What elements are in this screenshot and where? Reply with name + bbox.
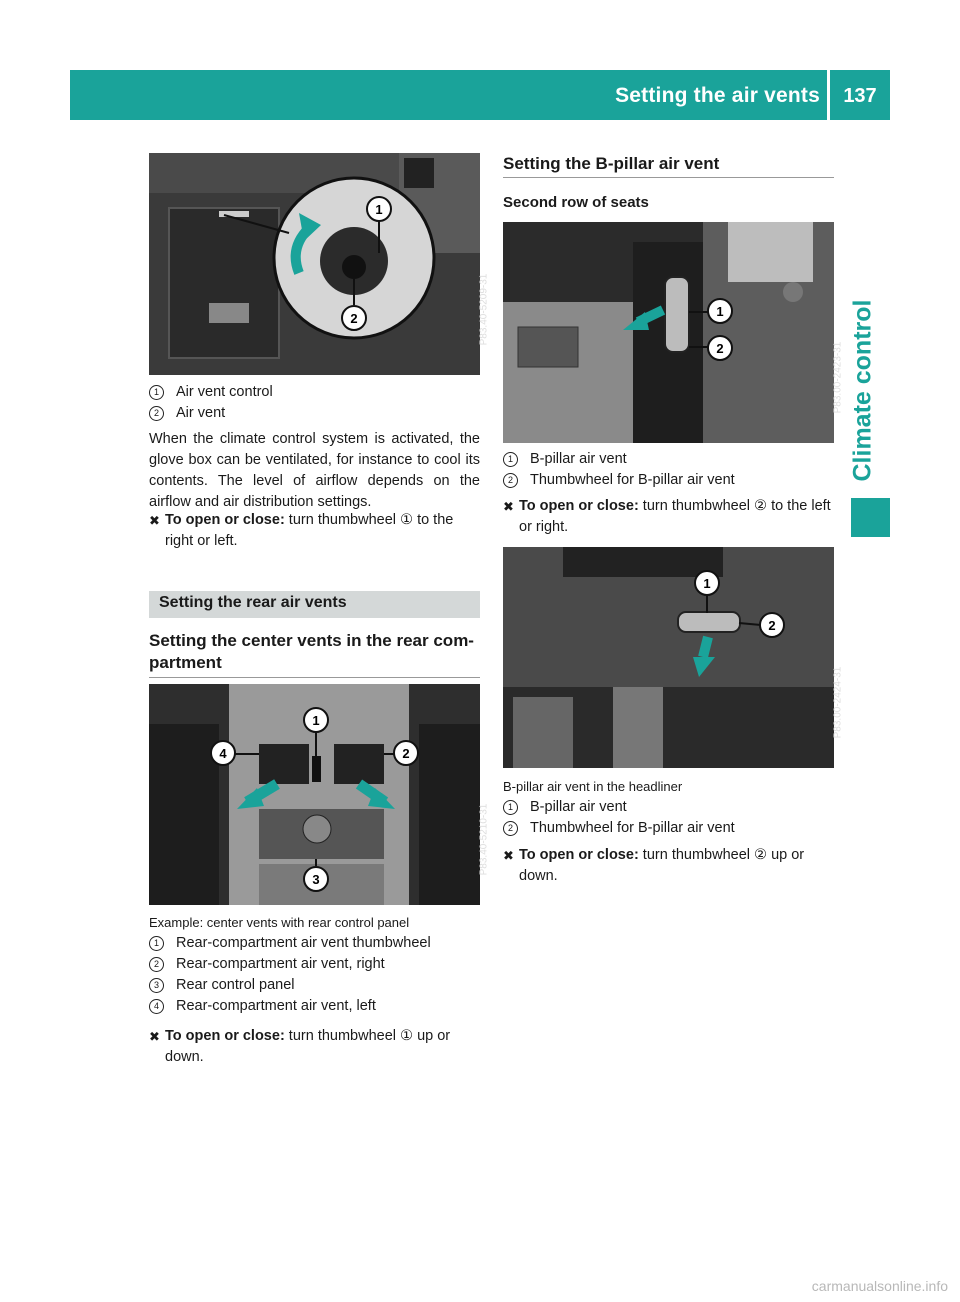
svg-text:2: 2 xyxy=(350,311,358,326)
legend-item xyxy=(503,449,834,470)
instruction-label: To open or close: xyxy=(165,1028,285,1044)
headliner-instruction xyxy=(503,845,834,887)
instruction-label: To open or close: xyxy=(519,847,639,863)
watermark-url[interactable]: carmanualsonline.info xyxy=(811,1278,948,1294)
glovebox-paragraph: When the climate control system is activated, the glove box can be ventilated, for instance to cool its contents. The level of airflow depends on the airflow and air distribution settings. xyxy=(149,431,480,510)
callout-number: 1 xyxy=(503,452,518,467)
page-number: 137 xyxy=(843,85,877,107)
legend-item xyxy=(149,382,480,403)
headliner-caption: B-pillar air vent in the headliner xyxy=(503,779,683,794)
glovebox-legend xyxy=(149,382,480,424)
legend-text: Rear-compartment air vent, right xyxy=(176,956,385,972)
legend-item xyxy=(503,470,834,491)
callout-number: 1 xyxy=(149,385,164,400)
section-title: Setting the rear air vents xyxy=(159,594,347,611)
callout-number: 2 xyxy=(149,957,164,972)
header-divider xyxy=(827,70,830,120)
legend-text: Thumbwheel for B-pillar air vent xyxy=(530,472,735,488)
instruction-text: turn thumbwheel ① up or down. xyxy=(165,1028,451,1065)
instruction-text: turn thumbwheel ① to the right or left. xyxy=(165,512,454,549)
instruction-arrow-icon: ✖ xyxy=(149,1029,160,1044)
legend-item xyxy=(149,403,480,424)
legend-text: B-pillar air vent xyxy=(530,799,627,815)
instruction-arrow-icon: ✖ xyxy=(149,513,160,528)
instruction-label: To open or close: xyxy=(519,498,639,514)
legend-item xyxy=(503,818,834,839)
glovebox-instruction xyxy=(149,510,480,552)
callout-number: 3 xyxy=(149,978,164,993)
instruction-text: turn thumbwheel ② to the left or right. xyxy=(519,498,831,535)
rear-caption: Example: center vents with rear control panel xyxy=(149,915,410,930)
callout-number: 1 xyxy=(149,936,164,951)
bpillar-figure xyxy=(503,222,844,443)
legend-text: Air vent control xyxy=(176,384,273,400)
svg-text:3: 3 xyxy=(312,872,320,887)
headliner-figure xyxy=(503,547,844,768)
callout-number: 2 xyxy=(149,406,164,421)
svg-text:1: 1 xyxy=(312,713,320,728)
heading-rule xyxy=(503,177,834,178)
svg-text:2: 2 xyxy=(768,618,776,633)
legend-item xyxy=(149,996,480,1017)
chapter-marker xyxy=(851,498,890,537)
heading-rule xyxy=(149,677,480,678)
bpillar-heading: Setting the B-pillar air vent xyxy=(503,154,720,173)
rear-legend xyxy=(149,933,480,1017)
svg-text:4: 4 xyxy=(219,746,227,761)
legend-text: Rear-compartment air vent, left xyxy=(176,998,376,1014)
section-band xyxy=(149,591,480,618)
instruction-label: To open or close: xyxy=(165,512,285,528)
rear-heading: Setting the center vents in the rear com-partment xyxy=(149,631,474,672)
svg-text:1: 1 xyxy=(703,576,711,591)
page-header xyxy=(70,70,890,120)
svg-text:2: 2 xyxy=(402,746,410,761)
glovebox-vent-figure xyxy=(149,153,490,375)
figure-code: P83.00-2424-31 xyxy=(832,666,844,739)
legend-item xyxy=(149,975,480,996)
rear-instruction xyxy=(149,1026,480,1068)
bpillar-legend xyxy=(503,449,834,491)
callout-number: 2 xyxy=(503,821,518,836)
rear-vents-figure xyxy=(149,684,490,905)
instruction-text: turn thumbwheel ② up or down. xyxy=(519,847,805,884)
legend-item xyxy=(149,954,480,975)
legend-text: Rear-compartment air vent thumbwheel xyxy=(176,935,431,951)
figure-code: P83.40-5209-31 xyxy=(478,273,490,346)
chapter-tab-label: Climate control xyxy=(848,299,877,481)
figure-code: P83.40-5210-31 xyxy=(478,803,490,876)
callout-number: 1 xyxy=(503,800,518,815)
bpillar-instruction xyxy=(503,496,834,538)
legend-item xyxy=(503,797,834,818)
instruction-arrow-icon: ✖ xyxy=(503,848,514,863)
callout-number: 4 xyxy=(149,999,164,1014)
headliner-legend xyxy=(503,797,834,839)
instruction-arrow-icon: ✖ xyxy=(503,499,514,514)
svg-text:1: 1 xyxy=(716,304,724,319)
svg-text:1: 1 xyxy=(375,202,383,217)
legend-text: Air vent xyxy=(176,405,226,421)
legend-text: Thumbwheel for B-pillar air vent xyxy=(530,820,735,836)
callout-number: 2 xyxy=(503,473,518,488)
legend-item xyxy=(149,933,480,954)
svg-text:2: 2 xyxy=(716,341,724,356)
legend-text: B-pillar air vent xyxy=(530,451,627,467)
figure-code: P83.00-2423-31 xyxy=(832,341,844,414)
bpillar-subheading: Second row of seats xyxy=(503,194,649,211)
legend-text: Rear control panel xyxy=(176,977,295,993)
header-title: Setting the air vents xyxy=(615,84,820,107)
